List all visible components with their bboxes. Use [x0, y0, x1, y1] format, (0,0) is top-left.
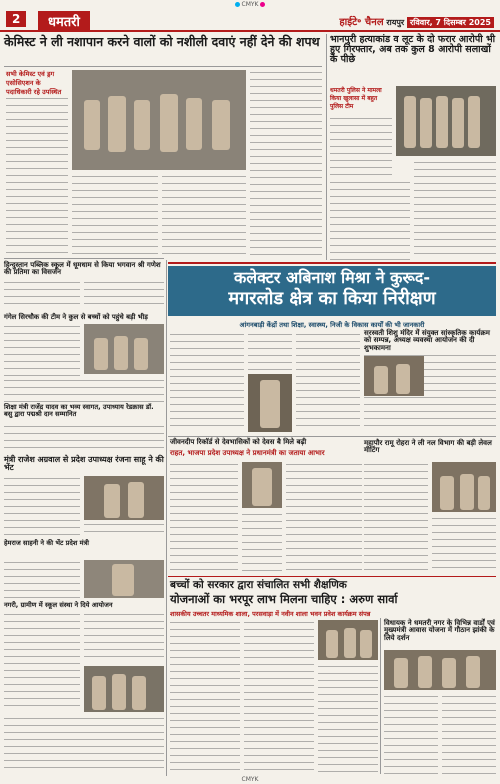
- collector-headline-line1: कलेक्टर अबिनाश मिश्रा ने कुरूद-: [233, 268, 431, 287]
- shiksha-text: [4, 424, 164, 452]
- mantri-headline: मंत्री राजेश अग्रवाल से प्रदेश उपाध्यक्ष रंजना साहू ने की भेंट: [4, 455, 164, 473]
- bachchon-headline-line2: योजनाओं का भरपूर लाभ मिलना चाहिए : अरुण सार्वा: [170, 592, 398, 606]
- lead-photo: [72, 70, 246, 170]
- top-right-subhead: धमतरी पुलिस ने मामला किया खुलासा में बहुत पुलिस टीम: [330, 87, 382, 110]
- lead-text-col4: [250, 70, 322, 256]
- hemraj-photo: [84, 560, 164, 598]
- bachchon-subhead: शासकीय उच्चतर माध्यमिक शाला, परसवाड़ा में नवीन शाला भवन प्रवेश कार्यक्रम संपन्न: [170, 610, 371, 618]
- mahapaur-text-1: [364, 462, 428, 572]
- red-rule: [168, 262, 496, 264]
- bachchon-headline-line1: बच्चों को सरकार द्वारा संचालित सभी शैक्षणिक: [170, 579, 347, 591]
- lead-text-col1: [6, 96, 68, 256]
- divider: [4, 66, 322, 67]
- shiksha-headline: शिक्षा मंत्री राजेंद्र यादव का भव्य स्वागत, उपाध्याय रेडक्रास डॉ. बसु द्वारा पद्मश्री दान सम्मानित: [4, 403, 154, 418]
- section-name: धमतरी: [38, 11, 90, 31]
- nagri-headline: नगरी, ग्रामीण में स्कूल संस्था ने दिये आयोजन: [4, 601, 113, 609]
- column-divider: [166, 260, 167, 776]
- issue-date: रविवार, 7 दिसम्बर 2025: [407, 17, 494, 28]
- mandi-text-2: [4, 378, 164, 402]
- mandi-photo: [84, 324, 164, 374]
- footer-color-bar: CMYK: [241, 776, 259, 783]
- nagri-photo: [84, 666, 164, 712]
- collector-subhead: आंगनबाड़ी केंद्रों तथा शिक्षा, स्वास्थ्य, निजी के विकास कार्यों की भी जानकारी: [239, 321, 425, 329]
- bachchon-text-3: [318, 664, 378, 774]
- top-right-headline: भानपुरी हत्याकांड व लूट के दो फरार आरोपी भी हुए गिरफ्तार, अब तक कुल 8 आरोपी सलाखों के पीछे: [330, 34, 496, 65]
- lead-caption: सभी केमिस्ट एवं ड्रग एसोसिएशन के पदाधिकारी रहे उपस्थित: [6, 70, 62, 96]
- mahapaur-text-2: [432, 516, 496, 572]
- divider: [4, 258, 164, 259]
- mantri-small-text: [4, 560, 80, 598]
- jeevan-text-2: [242, 512, 282, 572]
- saraswati-photo: [364, 356, 424, 396]
- mandi-headline: गंगेल सिरचौक की टीम ने कुल से बच्चों को पहुंचे बड़ी भीड़: [4, 313, 148, 321]
- bachchon-photo: [318, 620, 378, 660]
- collector-text-2: [248, 332, 292, 370]
- top-right-text-col3: [414, 160, 496, 260]
- nagri-text-3: [4, 716, 164, 774]
- lead-headline: केमिस्ट ने ली नशापान करने वालों को नशीली दवाएं नहीं देने की शपथ: [4, 34, 320, 49]
- column-divider: [326, 34, 327, 260]
- mantri-text-1: [4, 476, 80, 536]
- school-text-2: [84, 280, 164, 310]
- collector-headline-band: [168, 266, 496, 316]
- school-headline: हिन्दुस्तान पब्लिक स्कूल में धूमधाम से किया भगवान श्री गणेश की प्रतिमा का विसर्जन: [4, 261, 161, 277]
- lead-text-col3: [162, 174, 246, 256]
- mahapaur-headline: महापौर रामू रोहरा ने ली नल विभाग की बड़ी लेवल मीटिंग: [364, 439, 492, 455]
- top-right-text-col2: [330, 180, 410, 260]
- mandi-text-1: [4, 324, 80, 376]
- jeevan-headline: जीवनदीप रिकॉर्ड से देवभासिकों को देवस बै मिले बढ़ी: [170, 438, 307, 446]
- divider: [362, 436, 496, 437]
- page-header: [0, 8, 500, 32]
- mantri-photo: [84, 476, 164, 520]
- collector-headline-line2: मगरलोड क्षेत्र का किया निरीक्षण: [228, 288, 436, 309]
- collector-text-3: [296, 332, 360, 432]
- mantri-small-headline: हेमराज साहनी ने की भेंट प्रदेश मंत्री: [4, 539, 89, 547]
- masthead-right: [339, 14, 494, 28]
- brand-name: हाईटे॰ चैनल: [339, 17, 384, 28]
- cyan-dot: [235, 2, 240, 7]
- top-right-text-col1: [330, 116, 392, 176]
- bachchon-text-2: [244, 620, 314, 774]
- bachchon-text-1: [170, 620, 240, 774]
- collector-text-1: [170, 332, 244, 432]
- vidhayak-text-2: [442, 694, 496, 774]
- page-number: 2: [6, 11, 26, 27]
- nagri-text-2: [84, 612, 164, 662]
- collector-portrait: [248, 374, 292, 432]
- jeevan-text-1: [170, 462, 238, 572]
- jeevan-text-3: [286, 462, 362, 572]
- saraswati-headline: सरस्वती शिशु मंदिर में संयुक्त सांस्कृतिक कार्यक्रम को सम्पन्न, अध्यक्ष व्यवस्था आयोजन की दी शुभकामना: [364, 330, 496, 352]
- mantri-text-2: [84, 522, 164, 536]
- vidhayak-photo: [384, 650, 496, 690]
- column-divider: [380, 618, 381, 774]
- lead-text-col2: [72, 174, 158, 256]
- vidhayak-headline: विधायक ने धमतरी नगर के विभिन्न वार्डों एवं मुख्यमंत्री आवास योजना में गौठान झांकी के लिये दर्शन: [384, 619, 495, 642]
- divider: [168, 436, 362, 437]
- color-bar-label: CMYK: [241, 0, 259, 8]
- nagri-text-1: [4, 612, 80, 712]
- arrested-photo: [396, 86, 496, 156]
- jeevan-photo: [242, 462, 282, 508]
- vidhayak-text-1: [384, 694, 438, 774]
- school-text-1: [4, 280, 80, 310]
- color-registration-bar: [0, 0, 500, 8]
- red-rule: [168, 576, 496, 577]
- mahapaur-photo: [432, 462, 496, 512]
- jeevan-subhead: राहत, भाजपा प्रदेश उपाध्यक्ष ने प्रधानमंत्री का जताया आभार: [170, 449, 325, 457]
- city-name: रायपुर: [386, 18, 405, 27]
- magenta-dot: [260, 2, 265, 7]
